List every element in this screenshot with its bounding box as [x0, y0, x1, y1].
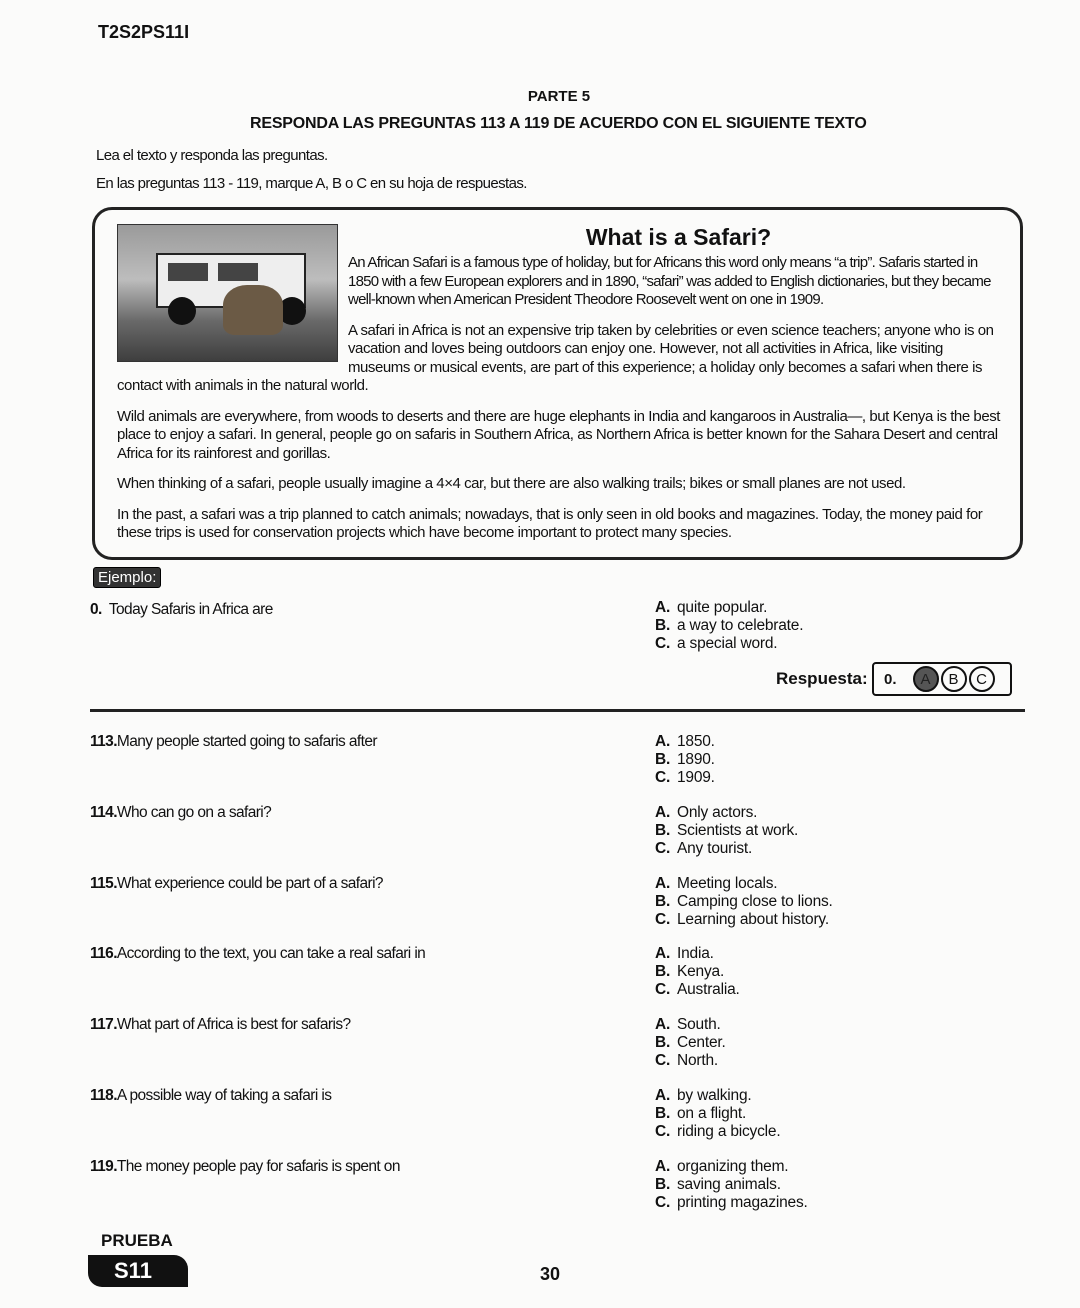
question-text: What part of Africa is best for safaris?: [116, 1016, 351, 1034]
option-c: C. a special word.: [655, 635, 778, 652]
option-b: B. Center.: [655, 1034, 726, 1052]
example-label: Ejemplo:: [93, 567, 161, 588]
option-a: A. South.: [655, 1016, 721, 1034]
option-a: A. quite popular.: [655, 599, 768, 616]
question-options: [655, 804, 798, 858]
question-number: 0.: [90, 601, 102, 618]
option-b: B. on a flight.: [655, 1105, 747, 1122]
option-c: C. 1909.: [655, 769, 715, 786]
question-text: Many people started going to safaris after: [116, 733, 377, 750]
question-number: 118.: [90, 1087, 117, 1104]
reading-title: What is a Safari?: [585, 224, 772, 250]
question-number: 114.: [90, 803, 117, 821]
option-a: A. India.: [655, 945, 714, 963]
question-number: 115.: [90, 874, 117, 892]
test-code-badge: S11: [88, 1255, 188, 1287]
question: [90, 1087, 331, 1105]
option-a: A. Only actors.: [655, 803, 758, 821]
question: [90, 1016, 351, 1034]
option-a: A. Meeting locals.: [655, 874, 778, 892]
bubble-c[interactable]: C: [969, 666, 995, 692]
option-c: C. Australia.: [655, 981, 740, 999]
question-text: The money people pay for safaris is spent on: [116, 1157, 400, 1175]
answer-number: 0.: [884, 670, 897, 688]
part-heading: PARTE 5: [527, 88, 591, 105]
question: [90, 733, 377, 751]
question-text: According to the text, you can take a real safari in: [116, 945, 426, 963]
paragraph: An African Safari is a famous type of holiday, but for Africans this word only means “a trip”. Safaris started in 1850 with a few European explorers and in 1890, “safari” was added to English dictionaries, but they became well-known when American President Theodore Roosevelt went on one in 1909.: [348, 254, 991, 308]
test-label: PRUEBA: [101, 1231, 173, 1250]
paragraph: In the past, a safari was a trip planned to catch animals; nowadays, that is only seen in old books and magazines. Today, the money paid for these trips is used for conservation projects which have become important to protect many species.: [117, 505, 983, 541]
question-number: 113.: [90, 733, 117, 750]
option-b: B. a way to celebrate.: [655, 617, 804, 634]
page-number: 30: [540, 1264, 561, 1284]
question-options: [655, 1158, 808, 1212]
question-number: 119.: [90, 1157, 117, 1175]
question-text: What experience could be part of a safari?: [116, 874, 383, 892]
option-c: C. North.: [655, 1052, 719, 1070]
section-heading: RESPONDA LAS PREGUNTAS 113 A 119 DE ACUERDO CON EL SIGUIENTE TEXTO: [250, 115, 867, 132]
option-c: C. riding a bicycle.: [655, 1123, 781, 1140]
example-options: [655, 599, 803, 653]
paragraph: Wild animals are everywhere, from woods to deserts and there are huge elephants in India and kangaroos in Australia—, but Kenya is the best place to enjoy a safari. In general, people go on safaris in Southern Africa, as Northern Africa is better known for the Sahara Desert and central Africa for its rainforest and gorillas.: [117, 407, 1000, 462]
question-text: A possible way of taking a safari is: [116, 1087, 332, 1104]
option-a: A. organizing them.: [655, 1157, 789, 1175]
answer-label: Respuesta:: [776, 669, 868, 688]
question-options: [655, 1016, 726, 1070]
question-text: Who can go on a safari?: [116, 803, 272, 821]
option-b: B. saving animals.: [655, 1175, 781, 1193]
question-text: Today Safaris in Africa are: [108, 601, 273, 618]
option-a: A. 1850.: [655, 733, 715, 750]
question: [90, 1158, 400, 1176]
question-number: 117.: [90, 1016, 117, 1034]
question-options: [655, 1087, 780, 1141]
reading-box: [92, 207, 1023, 560]
example-question: [90, 601, 273, 619]
question-options: [655, 733, 715, 787]
question-options: [655, 875, 833, 929]
option-b: B. Scientists at work.: [655, 821, 799, 839]
option-b: B. Kenya.: [655, 963, 725, 981]
answer-box: [872, 662, 1012, 696]
instruction-2: En las preguntas 113 - 119, marque A, B o C en su hoja de respuestas.: [96, 175, 527, 192]
question-options: [655, 945, 740, 999]
paragraph: When thinking of a safari, people usually imagine a 4×4 car, but there are also walking trails; bikes or small planes are not used.: [117, 475, 906, 492]
question: [90, 804, 271, 822]
option-c: C. Learning about history.: [655, 910, 829, 928]
paragraph: A safari in Africa is not an expensive trip taken by celebrities or even science teachers; anyone who is on vacation and loves being outdoors can enjoy one. However, not all activities in Africa, like visiting museums or musical events, are part of this experience; a holiday only becomes a safari when there is contact with animals in the natural world.: [117, 321, 994, 394]
option-a: A. by walking.: [655, 1087, 752, 1104]
document-code: T2S2PS11I: [98, 22, 190, 42]
option-c: C. Any tourist.: [655, 839, 753, 857]
question: [90, 875, 383, 893]
divider: [90, 709, 1025, 712]
bubble-a[interactable]: A: [913, 666, 939, 692]
instruction-1: Lea el texto y responda las preguntas.: [96, 147, 328, 164]
option-b: B. 1890.: [655, 751, 715, 768]
question-number: 116.: [90, 945, 117, 963]
safari-jeep-lion-photo: [117, 224, 338, 362]
question: [90, 945, 425, 963]
bubble-b[interactable]: B: [941, 666, 967, 692]
option-c: C. printing magazines.: [655, 1193, 808, 1211]
option-b: B. Camping close to lions.: [655, 892, 833, 910]
